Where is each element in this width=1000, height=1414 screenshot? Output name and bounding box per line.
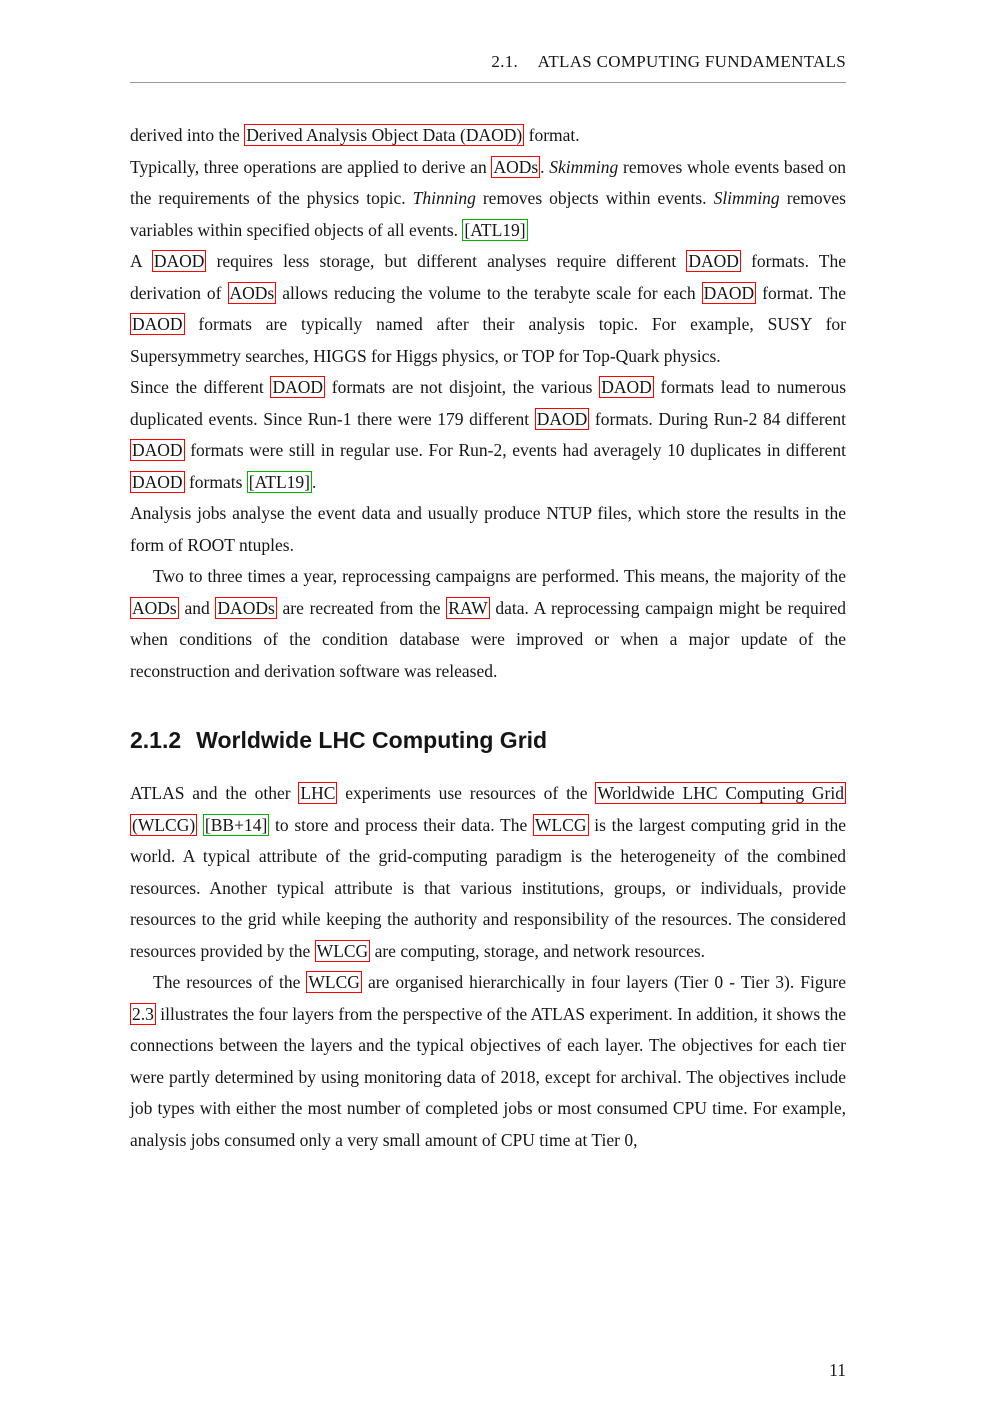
page-number: 11	[829, 1360, 846, 1380]
body-text: formats are not disjoint, the various	[325, 377, 600, 397]
section-number: 2.1.2	[130, 727, 182, 753]
citation-link[interactable]: [BB+14]	[204, 814, 268, 835]
body-text: formats were still in regular use. For Run-2, events had averagely 10 duplicates in different	[184, 440, 846, 460]
page-body	[130, 0, 846, 1156]
body-text: Typically, three operations are applied to derive an	[130, 156, 492, 177]
body-text: format.	[524, 125, 580, 145]
running-header	[130, 0, 846, 83]
body-text: are computing, storage, and network resources.	[370, 940, 706, 961]
paragraph	[130, 246, 846, 372]
paragraph	[130, 498, 846, 561]
body-text: experiments use resources of the	[337, 783, 596, 803]
body-text: formats	[184, 471, 247, 492]
emphasis-text: Slimming	[713, 188, 780, 208]
body-text: Two to three times a year, reprocessing campaigns are performed. This means, the majority of the	[153, 566, 846, 586]
paragraph	[130, 967, 846, 1156]
body-text: to store and process their data. The	[269, 814, 533, 835]
internal-link[interactable]: DAOD	[703, 282, 755, 303]
body-text: The resources of the	[153, 972, 307, 992]
internal-link[interactable]: DAOD	[601, 377, 652, 397]
body-text: A	[130, 251, 152, 271]
body-text: formats. During Run-2 84 different	[589, 408, 846, 429]
internal-link[interactable]: DAOD	[132, 471, 183, 492]
body-text: illustrates the four layers from the perspective of the ATLAS experiment. In addition, it shows the connections between the layers and the typical objectives of each layer. The objectives for each tier were partly determined by using monitoring data of 2018, except for archival. The objectives include job types with either the most number of completed jobs or most consumed CPU time. For example, analysis jobs consumed only a very small amount of CPU time at Tier 0,	[130, 1003, 846, 1150]
body-text: removes whole events based on the requirements of the physics topic.	[130, 156, 846, 208]
internal-link[interactable]: DAOD	[153, 251, 205, 271]
section-heading	[130, 726, 846, 754]
internal-link[interactable]: WLCG	[316, 940, 369, 961]
internal-link[interactable]: AODs	[132, 597, 177, 618]
paragraph	[130, 152, 846, 247]
body-text: .	[540, 156, 550, 177]
internal-link[interactable]: 2.3	[132, 1003, 154, 1024]
emphasis-text: Thinning	[412, 188, 476, 208]
body-text: removes variables within specified objects of all events.	[130, 188, 846, 240]
section-title: Worldwide LHC Computing Grid	[196, 727, 548, 753]
body-text: and	[178, 597, 216, 618]
paragraph	[130, 120, 846, 152]
body-text: removes objects within events.	[475, 188, 714, 208]
internal-link[interactable]: WLCG	[308, 972, 360, 992]
internal-link[interactable]: LHC	[300, 783, 336, 803]
citation-link[interactable]: [ATL19]	[464, 219, 526, 240]
body-text: is the largest computing grid in the world. A typical attribute of the grid-computing paradigm is the heterogeneity of the combined resources. Another typical attribute is that various institutions, groups, or individuals, provide resources to the grid while keeping the authority and responsibility of the resources. The considered resources provided by the	[130, 814, 846, 961]
header-section-number: 2.1.	[491, 52, 519, 71]
header-title: ATLAS COMPUTING FUNDAMENTALS	[537, 52, 846, 71]
internal-link[interactable]: Derived Analysis Object Data (DAOD)	[246, 125, 523, 145]
body-text: format. The	[756, 282, 847, 303]
body-text: formats. The derivation of	[130, 251, 846, 303]
body-text: formats are typically named after their analysis topic. For example, SUSY for Supersymmetry searches, HIGGS for Higgs physics, or TOP for Top-Quark physics.	[130, 314, 846, 366]
paragraph	[130, 372, 846, 498]
internal-link[interactable]: AODs	[493, 156, 539, 177]
internal-link[interactable]: Worldwide LHC Computing Grid (WLCG)	[132, 783, 844, 835]
body-text: allows reducing the volume to the terabyte scale for each	[276, 282, 702, 303]
content	[130, 120, 846, 1156]
paragraph	[130, 561, 846, 687]
body-text: are organised hierarchically in four layers (Tier 0 - Tier 3). Figure	[361, 972, 846, 992]
internal-link[interactable]: RAW	[448, 597, 488, 618]
body-text: Since the different	[130, 377, 271, 397]
internal-link[interactable]: DAOD	[132, 440, 183, 460]
paragraph	[130, 778, 846, 967]
citation-link[interactable]: [ATL19]	[248, 471, 311, 492]
emphasis-text: Skimming	[549, 156, 619, 177]
internal-link[interactable]: DAOD	[132, 314, 183, 334]
internal-link[interactable]: AODs	[229, 282, 275, 303]
body-text: requires less storage, but different analyses require different	[206, 251, 687, 271]
body-text: Analysis jobs analyse the event data and usually produce NTUP files, which store the results in the form of ROOT ntuples.	[130, 503, 846, 555]
body-text: data. A reprocessing campaign might be required when conditions of the condition database were improved or when a major update of the reconstruction and derivation software was released.	[130, 597, 846, 681]
body-text: ATLAS and the other	[130, 783, 299, 803]
body-text: .	[312, 471, 317, 492]
body-text: formats lead to numerous duplicated events. Since Run-1 there were 179 different	[130, 377, 847, 429]
internal-link[interactable]: DAOD	[688, 251, 739, 271]
body-text: are recreated from the	[276, 597, 447, 618]
internal-link[interactable]: DAOD	[272, 377, 323, 397]
internal-link[interactable]: DAOD	[536, 408, 588, 429]
internal-link[interactable]: DAODs	[217, 597, 275, 618]
internal-link[interactable]: WLCG	[534, 814, 587, 835]
body-text: derived into the	[130, 125, 245, 145]
